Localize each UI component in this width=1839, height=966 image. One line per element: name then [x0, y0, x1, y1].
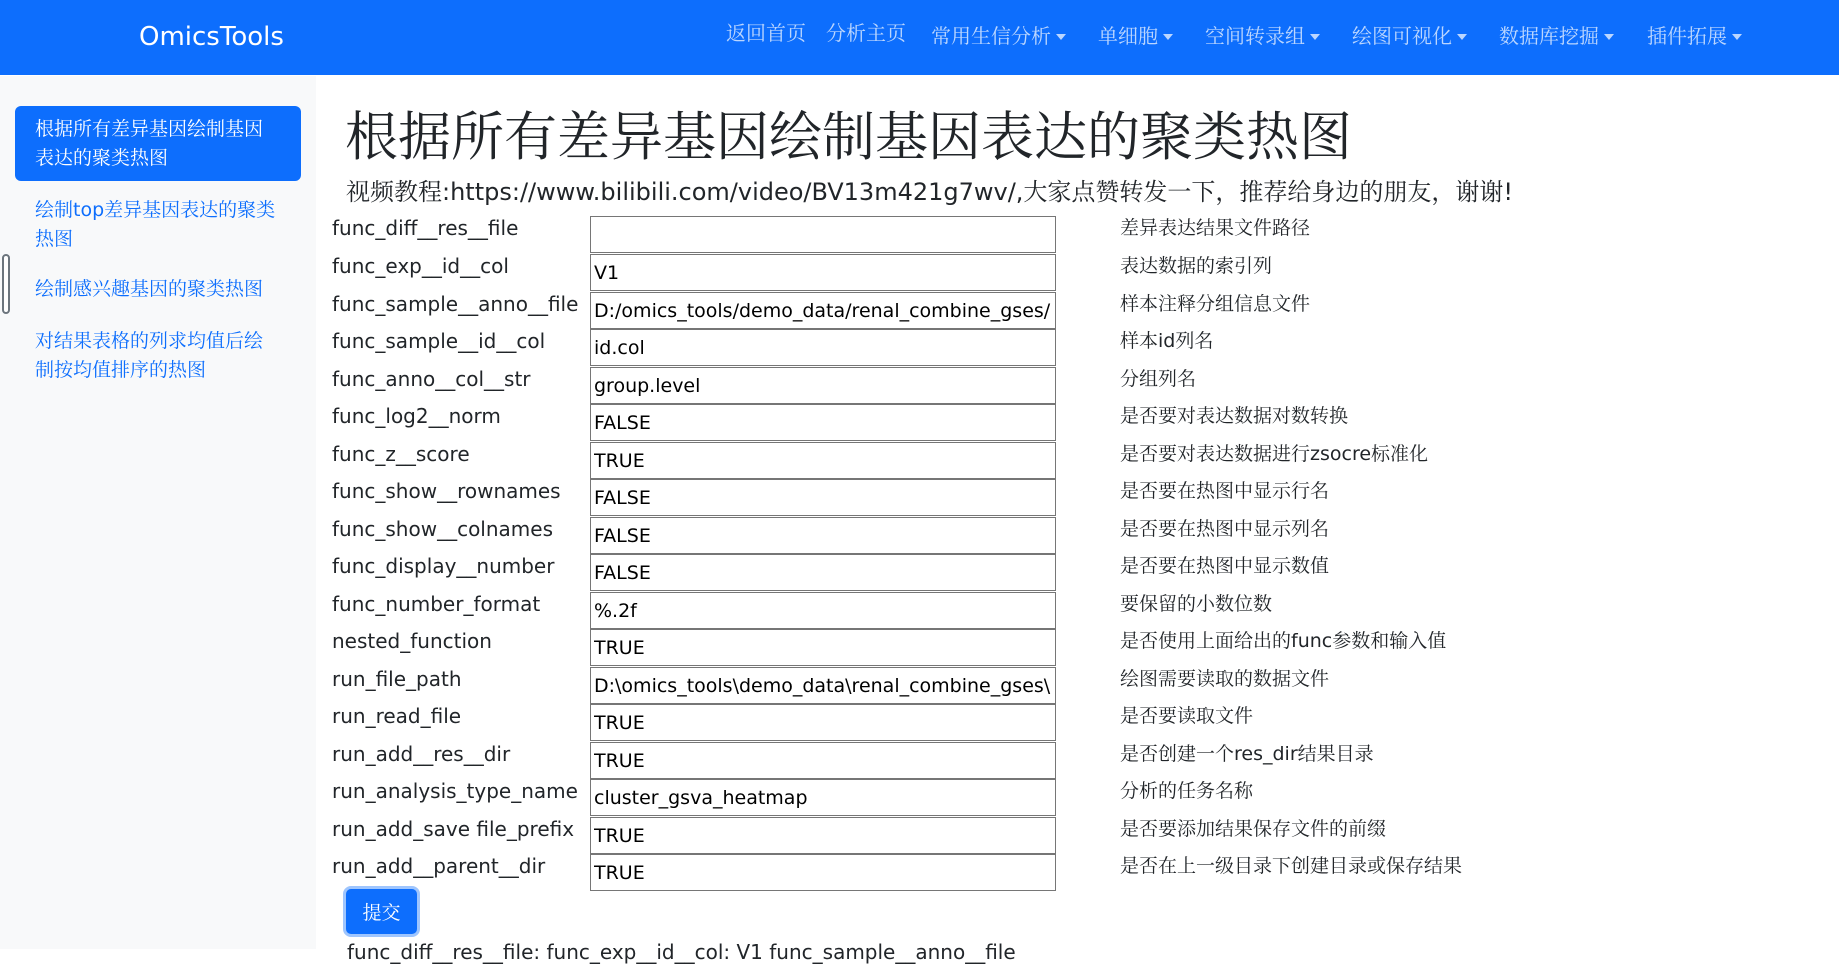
param-row: [0, 216, 1839, 253]
top-navbar: [0, 0, 1839, 75]
chevron-down-icon: [1457, 34, 1467, 40]
nav-dropdown-label: 数据库挖掘: [1499, 24, 1599, 48]
param-row: [0, 667, 1839, 704]
param-description: 是否在上一级目录下创建目录或保存结果: [1120, 855, 1463, 877]
func-display-number-input[interactable]: [590, 554, 1056, 591]
param-label: func_number_format: [332, 592, 541, 616]
param-label: run_analysis_type_name: [332, 779, 578, 803]
param-label: func_log2__norm: [332, 404, 501, 428]
sidebar-item-all-degs-heatmap[interactable]: 根据所有差异基因绘制基因表达的聚类热图: [15, 106, 301, 181]
chevron-down-icon: [1732, 34, 1742, 40]
nav-dropdown-spatial[interactable]: [1205, 22, 1320, 50]
param-row: [0, 704, 1839, 741]
nav-dropdown-label: 单细胞: [1098, 24, 1158, 48]
nav-dropdown-label: 常用生信分析: [931, 24, 1051, 48]
param-description: 是否要在热图中显示列名: [1120, 518, 1330, 540]
param-description: 是否要在热图中显示行名: [1120, 480, 1330, 502]
param-label: run_add__res__dir: [332, 742, 511, 766]
param-row: [0, 779, 1839, 816]
param-label: run_add_save file_prefix: [332, 817, 575, 841]
func-show-colnames-input[interactable]: [590, 517, 1056, 554]
run-read-file-input[interactable]: [590, 704, 1056, 741]
param-description: 是否使用上面给出的func参数和输入值: [1120, 630, 1447, 652]
sidebar-item-genes-of-interest-heatmap[interactable]: 绘制感兴趣基因的聚类热图: [35, 278, 264, 300]
param-label: func_display__number: [332, 554, 555, 578]
param-description: 是否要添加结果保存文件的前缀: [1120, 818, 1387, 840]
param-label: run_file_path: [332, 667, 462, 691]
param-description: 是否要读取文件: [1120, 705, 1254, 727]
param-row: [0, 329, 1839, 366]
nav-dropdown-plugins[interactable]: [1647, 22, 1742, 50]
nav-dropdown-single-cell[interactable]: [1098, 22, 1173, 50]
run-add-parent-dir-input[interactable]: [590, 854, 1056, 891]
param-label: run_add__parent__dir: [332, 854, 546, 878]
param-description: 表达数据的索引列: [1120, 255, 1273, 277]
nav-analysis-home-link[interactable]: 分析主页: [826, 21, 906, 45]
param-description: 分组列名: [1120, 368, 1197, 390]
func-z-score-input[interactable]: [590, 442, 1056, 479]
sidebar-item-column-mean-sorted-heatmap[interactable]: 对结果表格的列求均值后绘制按均值排序的热图: [35, 330, 264, 381]
param-description: 样本注释分组信息文件: [1120, 293, 1311, 315]
param-description: 绘图需要读取的数据文件: [1120, 668, 1330, 690]
param-label: func_diff__res__file: [332, 216, 519, 240]
param-row: [0, 479, 1839, 516]
func-exp-id-col-input[interactable]: [590, 254, 1056, 291]
func-log2-norm-input[interactable]: [590, 404, 1056, 441]
param-row: [0, 254, 1839, 291]
param-label: nested_function: [332, 629, 492, 653]
param-label: func_sample__anno__file: [332, 292, 579, 316]
func-show-rownames-input[interactable]: [590, 479, 1056, 516]
param-description: 分析的任务名称: [1120, 780, 1254, 802]
page-title: 根据所有差异基因绘制基因表达的聚类热图: [345, 107, 1352, 168]
param-label: func_anno__col__str: [332, 367, 531, 391]
run-file-path-input[interactable]: [590, 667, 1056, 704]
nested-function-input[interactable]: [590, 629, 1056, 666]
param-row: [0, 442, 1839, 479]
param-description: 是否要对表达数据进行zsocre标准化: [1120, 443, 1429, 465]
param-label: func_z__score: [332, 442, 470, 466]
param-label: func_sample__id__col: [332, 329, 546, 353]
sidebar-item-top-degs-heatmap[interactable]: 绘制top差异基因表达的聚类热图: [35, 199, 276, 250]
param-description: 样本id列名: [1120, 330, 1214, 352]
chevron-down-icon: [1163, 34, 1173, 40]
submit-button[interactable]: 提交: [343, 886, 420, 937]
param-row: [0, 854, 1839, 891]
param-row: [0, 742, 1839, 779]
brand-logo[interactable]: OmicsTools: [139, 22, 284, 52]
chevron-down-icon: [1310, 34, 1320, 40]
param-row: [0, 592, 1839, 629]
param-row: [0, 404, 1839, 441]
run-add-save-file-prefix-input[interactable]: [590, 817, 1056, 854]
func-anno-col-str-input[interactable]: [590, 367, 1056, 404]
param-label: func_exp__id__col: [332, 254, 509, 278]
nav-dropdown-label: 插件拓展: [1647, 24, 1727, 48]
param-description: 是否要对表达数据对数转换: [1120, 405, 1349, 427]
param-description: 差异表达结果文件路径: [1120, 217, 1311, 239]
params-summary-text: func_diff__res__file: func_exp__id__col: V1 func_sample__anno__file: [347, 940, 1016, 964]
param-description: 是否创建一个res_dir结果目录: [1120, 743, 1374, 765]
param-description: 要保留的小数位数: [1120, 593, 1273, 615]
func-number-format-input[interactable]: [590, 592, 1056, 629]
nav-dropdown-visualization[interactable]: [1352, 22, 1467, 50]
param-row: [0, 554, 1839, 591]
func-sample-anno-file-input[interactable]: [590, 292, 1056, 329]
run-add-res-dir-input[interactable]: [590, 742, 1056, 779]
param-label: run_read_file: [332, 704, 462, 728]
param-row: [0, 817, 1839, 854]
param-label: func_show__rownames: [332, 479, 561, 503]
video-tutorial-text: 视频教程:https://www.bilibili.com/video/BV13m421g7wv/,大家点赞转发一下，推荐给身边的朋友，谢谢!: [346, 178, 1514, 206]
run-analysis-type-name-input[interactable]: [590, 779, 1056, 816]
chevron-down-icon: [1604, 34, 1614, 40]
param-row: [0, 292, 1839, 329]
nav-dropdown-label: 绘图可视化: [1352, 24, 1452, 48]
nav-dropdown-label: 空间转录组: [1205, 24, 1305, 48]
param-row: [0, 367, 1839, 404]
param-description: 是否要在热图中显示数值: [1120, 555, 1330, 577]
param-row: [0, 517, 1839, 554]
nav-dropdown-database[interactable]: [1499, 22, 1614, 50]
func-diff-res-file-input[interactable]: [590, 216, 1056, 253]
nav-dropdown-common-bioinfo[interactable]: [931, 22, 1066, 50]
param-row: [0, 629, 1839, 666]
param-label: func_show__colnames: [332, 517, 554, 541]
nav-home-link[interactable]: 返回首页: [726, 21, 806, 45]
func-sample-id-col-input[interactable]: [590, 329, 1056, 366]
chevron-down-icon: [1056, 34, 1066, 40]
